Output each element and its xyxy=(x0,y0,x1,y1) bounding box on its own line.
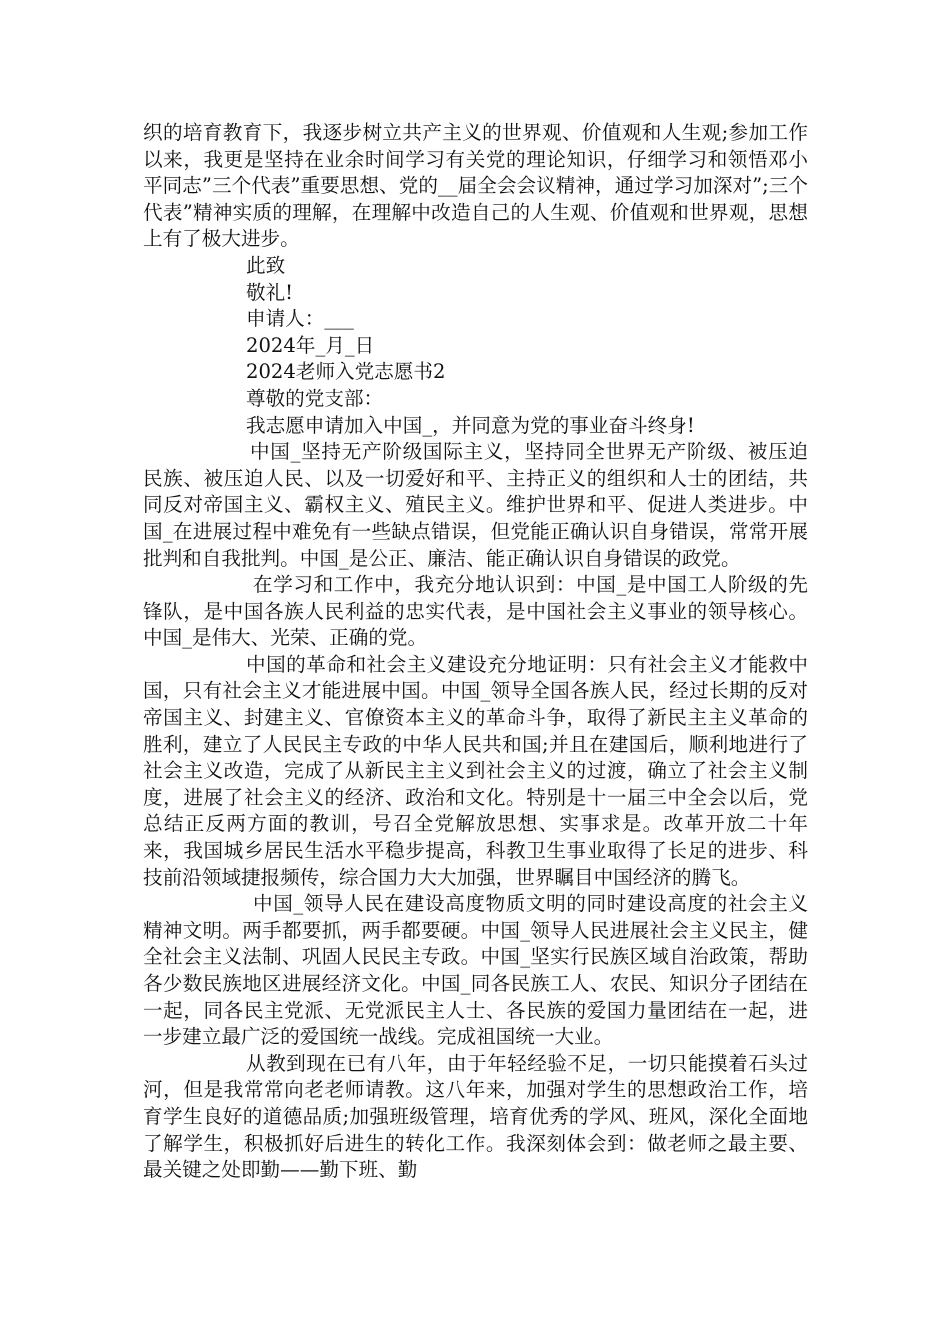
date-line: 2024年_月_日 xyxy=(246,333,375,357)
opening-statement: 我志愿申请加入中国_，并同意为党的事业奋斗终身! xyxy=(246,413,695,437)
body-paragraph: 中国_领导人民在建设高度物质文明的同时建设高度的社会主义精神文明。两手都要抓，两手都要硬。中国_领导人民进展社会主义民主，健全社会主义法制、巩固人民民主专政。中国_坚实行民族区域自治政策，帮助各少数民族地区进展经济文化。中国_同各民族工人、农民、知识分子团结在一起，同各民主党派、无党派民主人士、各民族的爱国力量团结在一起，进一步建立最广泛的爱国统一战线。完成祖国统一大业。 xyxy=(143,892,808,1049)
document-body xyxy=(143,120,808,1184)
body-paragraph: 从教到现在已有八年，由于年轻经验不足，一切只能摸着石头过河，但是我常常向老老师请教。这八年来，加强对学生的思想政治工作，培育学生良好的道德品质;加强班级管理，培育优秀的学风、班风，深化全面地了解学生，积极抓好后进生的转化工作。我深刻体会到：做老师之最主要、最关键之处即勤——勤下班、勤 xyxy=(143,1051,808,1182)
body-paragraph: 在学习和工作中，我充分地认识到：中国_是中国工人阶级的先锋队，是中国各族人民利益的忠实代表，是中国社会主义事业的领导核心。中国_是伟大、光荣、正确的党。 xyxy=(143,573,808,650)
body-paragraph: 中国的革命和社会主义建设充分地证明：只有社会主义才能救中国，只有社会主义才能进展中国。中国_领导全国各族人民，经过长期的反对帝国主义、封建主义、官僚资本主义的革命斗争，取得了新民主主义革命的胜利，建立了人民民主专政的中华人民共和国;并且在建国后，顺利地进行了社会主义改造，完成了从新民主主义到社会主义的过渡，确立了社会主义制度，进展了社会主义的经济、政治和文化。特别是十一届三中全会以后，党总结正反两方面的教训，号召全党解放思想、实事求是。改革开放二十年来，我国城乡居民生活水平稳步提高，科教卫生事业取得了长足的进步、科技前沿领域捷报频传，综合国力大大加强，世界瞩目中国经济的腾飞。 xyxy=(143,652,808,889)
closing-respect: 敬礼! xyxy=(246,280,294,304)
body-paragraph: 中国_坚持无产阶级国际主义，坚持同全世界无产阶级、被压迫民族、被压迫人民、以及一切爱好和平、主持正义的组织和人士的团结，共同反对帝国主义、霸权主义、殖民主义。维护世界和平、促进人类进步。中国_在进展过程中难免有一些缺点错误，但党能正确认识自身错误，常常开展批判和自我批判。中国_是公正、廉洁、能正确认识自身错误的政党。 xyxy=(143,440,808,570)
closing-salutation: 此致 xyxy=(246,253,286,277)
body-paragraph: 织的培育教育下，我逐步树立共产主义的世界观、价值观和人生观;参加工作以来，我更是坚持在业余时间学习有关党的理论知识，仔细学习和领悟邓小平同志”三个代表”重要思想、党的__届全会会议精神，通过学习加深对”;三个代表”精神实质的理解，在理解中改造自己的人生观、价值观和世界观，思想上有了极大进步。 xyxy=(143,121,808,251)
letter-greeting: 尊敬的党支部： xyxy=(246,386,384,410)
applicant-signature: 申请人：___ xyxy=(246,307,354,331)
section-title: 2024老师入党志愿书2 xyxy=(246,360,446,384)
